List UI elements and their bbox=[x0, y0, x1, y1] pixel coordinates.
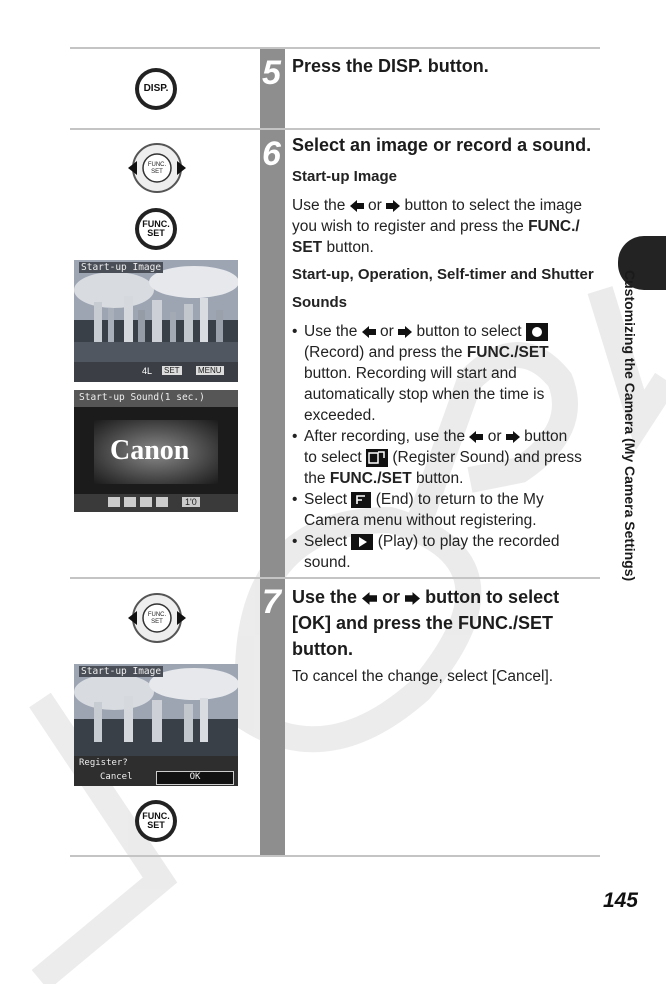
b4-a: Select bbox=[304, 533, 348, 550]
b1-c: (Record) and press the bbox=[304, 344, 463, 361]
bullet-dot: • bbox=[292, 491, 298, 508]
arrow-right-icon bbox=[386, 200, 400, 212]
b1-b: button to select bbox=[416, 323, 522, 340]
b2-a: After recording, use the bbox=[304, 428, 466, 445]
lcd1-bar-left: 4L bbox=[142, 366, 153, 376]
lcd3-question: Register? bbox=[79, 758, 128, 768]
play-icon bbox=[351, 534, 373, 550]
rule-top bbox=[70, 47, 600, 49]
b3-b: (End) to return to the My bbox=[375, 491, 544, 508]
bullet-record bbox=[292, 321, 597, 426]
b2-or: or bbox=[487, 428, 502, 445]
lcd1-bar-menu: MENU bbox=[198, 366, 222, 375]
step6-sub-sounds-line2: Sounds bbox=[292, 294, 347, 311]
disp-button bbox=[135, 68, 177, 110]
arrow-left-icon bbox=[469, 431, 483, 443]
rule-bottom bbox=[70, 855, 600, 857]
p1-d-bold: SET bbox=[292, 239, 323, 256]
svg-text:FUNC.: FUNC. bbox=[147, 612, 167, 618]
p1-c: you wish to register and press the bbox=[292, 218, 524, 235]
b2-e-bold: FUNC./SET bbox=[329, 470, 412, 487]
p1-b: button to select the image bbox=[404, 197, 582, 214]
h7-or: or bbox=[382, 587, 401, 607]
step7-heading bbox=[292, 584, 592, 662]
func-label-1: FUNC. bbox=[142, 811, 170, 821]
func-set-dial-step7 bbox=[126, 592, 188, 644]
b1-f: exceeded. bbox=[304, 407, 376, 424]
step6-bar bbox=[260, 130, 285, 577]
record-icon bbox=[526, 323, 548, 341]
lcd1-title: Start-up Image bbox=[81, 262, 162, 273]
b2-f: button. bbox=[411, 470, 464, 487]
rule-step6 bbox=[70, 128, 600, 130]
lcd3-ok: OK bbox=[156, 771, 234, 785]
h7-c: [OK] and press the FUNC./SET bbox=[292, 613, 554, 633]
func-label-2: SET bbox=[147, 228, 165, 238]
arrow-right-icon bbox=[506, 431, 520, 443]
arrow-left-icon bbox=[362, 326, 376, 338]
b4-b: (Play) to play the recorded bbox=[377, 533, 560, 550]
b1-a: Use the bbox=[304, 323, 358, 340]
b4-c: sound. bbox=[304, 554, 351, 571]
b1-c-bold: FUNC./SET bbox=[466, 344, 549, 361]
func-label-1: FUNC. bbox=[142, 219, 170, 229]
step5-heading: Press the DISP. button. bbox=[292, 56, 489, 76]
func-set-dial bbox=[126, 142, 188, 194]
arrow-right-icon bbox=[405, 592, 420, 605]
step6-heading: Select an image or record a sound. bbox=[292, 135, 592, 155]
b2-e: the bbox=[304, 470, 326, 487]
lcd-register bbox=[74, 664, 238, 786]
rule-step7 bbox=[70, 577, 600, 579]
step5-number: 5 bbox=[262, 54, 281, 92]
b3-c: Camera menu without registering. bbox=[304, 512, 537, 529]
arrow-left-icon bbox=[350, 200, 364, 212]
bullet-dot: • bbox=[292, 428, 298, 445]
step7-number: 7 bbox=[262, 583, 281, 621]
lcd1-bar-set: SET bbox=[164, 366, 180, 375]
arrow-left-icon bbox=[362, 592, 377, 605]
step6-number: 6 bbox=[262, 135, 281, 173]
lcd3-title: Start-up Image bbox=[81, 666, 162, 677]
svg-text:SET: SET bbox=[151, 619, 163, 625]
p1-d: button. bbox=[322, 239, 374, 256]
bullet-end bbox=[292, 489, 597, 531]
h7-d: button. bbox=[292, 639, 353, 659]
svg-text:FUNC.: FUNC. bbox=[147, 162, 167, 168]
side-tab-label-wrap bbox=[620, 270, 640, 630]
lcd-startup-sound bbox=[74, 390, 238, 512]
b2-d: (Register Sound) and press bbox=[392, 449, 582, 466]
end-icon bbox=[351, 492, 371, 508]
p1-a: Use the bbox=[292, 197, 346, 214]
svg-text:SET: SET bbox=[151, 169, 163, 175]
lcd3-cancel: Cancel bbox=[100, 772, 133, 782]
side-tab-label: Customizing the Camera (My Camera Settings) bbox=[622, 270, 638, 582]
bullet-dot: • bbox=[292, 323, 298, 340]
p1-bold: FUNC./ bbox=[528, 218, 580, 235]
lcd2-time: 1'0 bbox=[182, 497, 200, 507]
bullet-play bbox=[292, 531, 597, 573]
lcd2-title: Start-up Sound(1 sec.) bbox=[79, 392, 205, 403]
func-label-2: SET bbox=[147, 820, 165, 830]
h7-a: Use the bbox=[292, 587, 358, 607]
lcd2-logo: Canon bbox=[110, 435, 190, 466]
b1-e: automatically stop when the time is bbox=[304, 386, 545, 403]
p1-or: or bbox=[368, 197, 382, 214]
h7-b: button to select bbox=[425, 587, 560, 607]
func-set-button-step7 bbox=[135, 800, 177, 842]
b2-b: button bbox=[524, 428, 568, 445]
lcd-startup-image bbox=[74, 260, 238, 382]
step6-sub-sounds-line1: Start-up, Operation, Self-timer and Shutter bbox=[292, 266, 594, 283]
step6-sub-startup-image: Start-up Image bbox=[292, 168, 398, 185]
disp-button-label: DISP. bbox=[143, 83, 169, 94]
step6-paragraph bbox=[292, 195, 602, 258]
arrow-right-icon bbox=[398, 326, 412, 338]
page-number: 145 bbox=[602, 889, 638, 912]
step7-text: To cancel the change, select [Cancel]. bbox=[292, 668, 554, 685]
func-set-button bbox=[135, 208, 177, 250]
b3-a: Select bbox=[304, 491, 348, 508]
b1-or: or bbox=[380, 323, 394, 340]
bullet-dot: • bbox=[292, 533, 298, 550]
bullet-register-sound bbox=[292, 426, 597, 489]
b2-c: to select bbox=[304, 449, 362, 466]
b1-d: button. Recording will start and bbox=[304, 365, 517, 382]
register-sound-icon bbox=[366, 449, 388, 467]
